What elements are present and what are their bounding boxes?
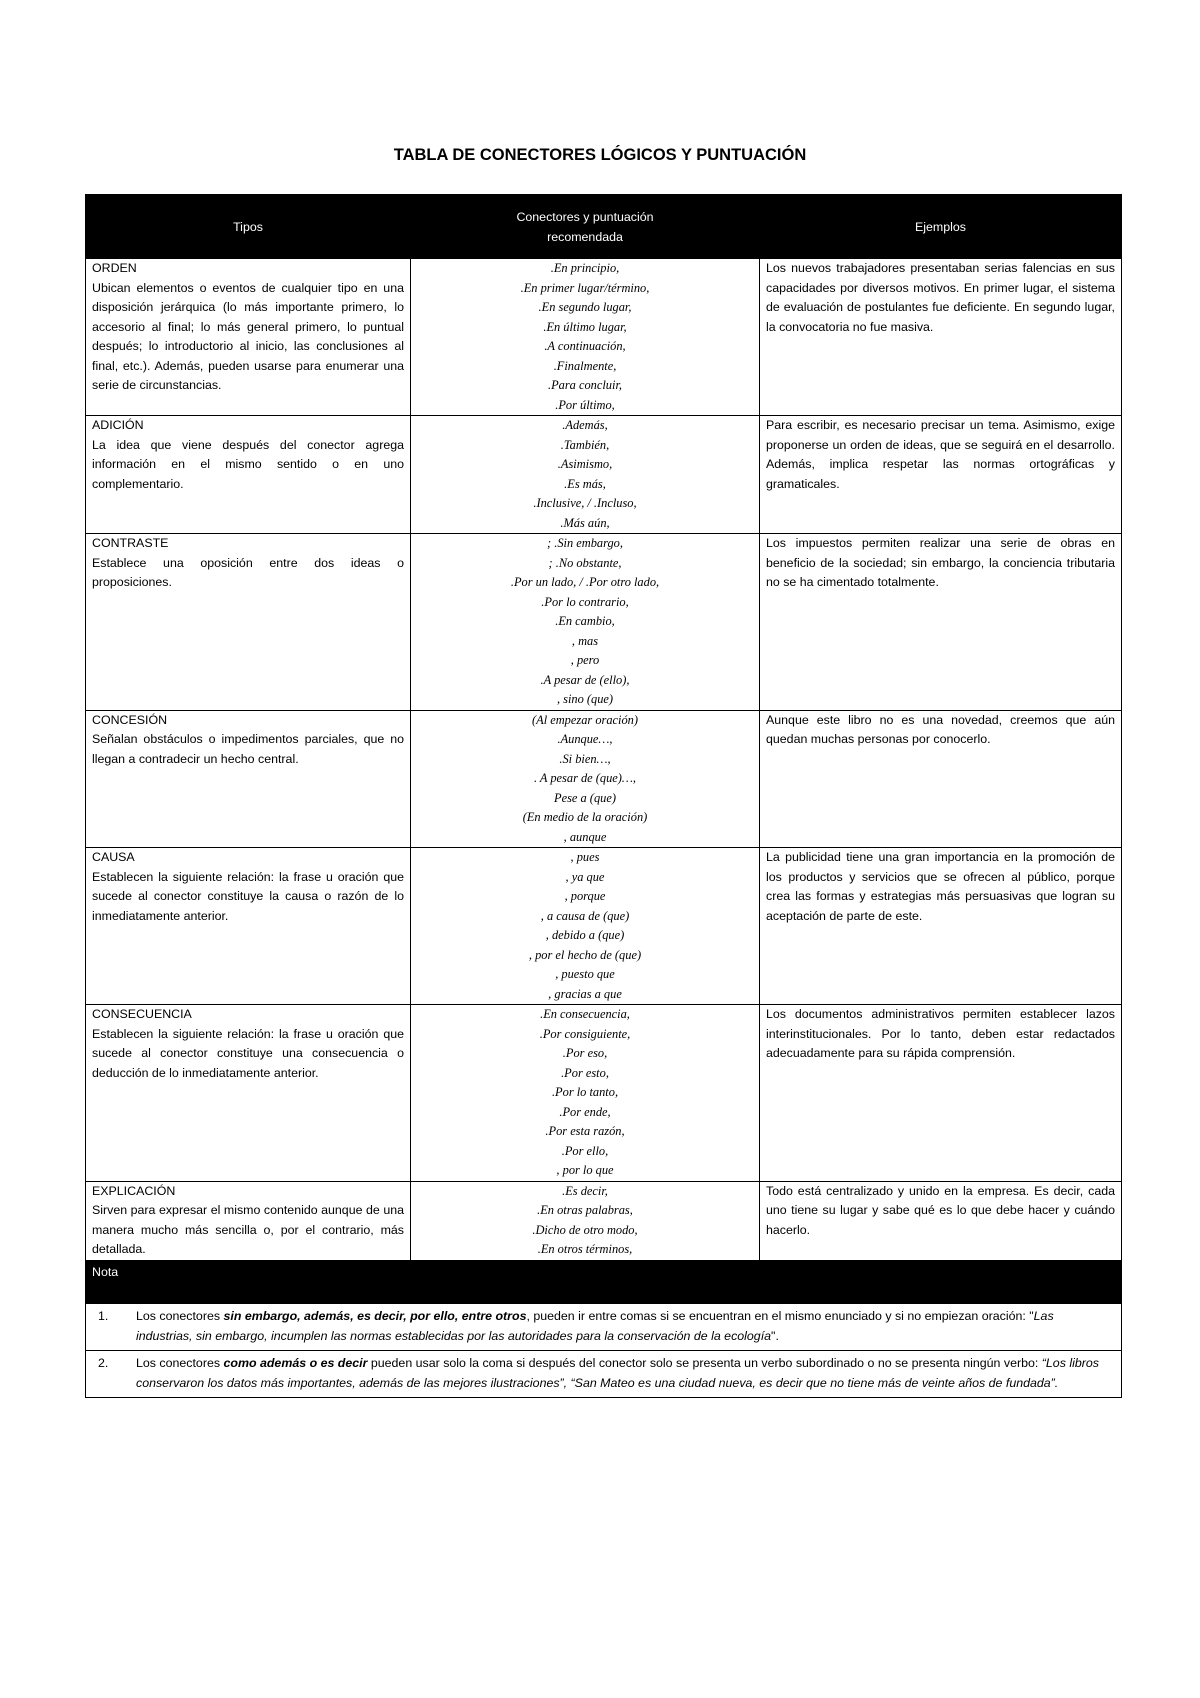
nota-text [136, 1306, 1109, 1346]
connector-item: ; .No obstante, [548, 555, 622, 570]
nota-mid: , pueden ir entre comas si se encuentran en el mismo enunciado y si no empiezan oración: " [526, 1308, 1034, 1323]
nota-number: 1. [98, 1308, 109, 1323]
connector-item: .En primer lugar/término, [520, 280, 650, 295]
connector-item: , pero [570, 653, 600, 667]
nota-label: Nota [86, 1260, 1122, 1303]
connector-item: .En otros términos, [537, 1242, 633, 1256]
connectors-cell [411, 416, 760, 534]
connector-item: .Asimismo, [557, 457, 613, 471]
connector-item: .En cambio, [555, 614, 615, 628]
connector-item: .Por lo tanto, [551, 1085, 619, 1099]
connectors-cell [411, 259, 760, 416]
connector-item: .En consecuencia, [540, 1007, 630, 1021]
connectors-table [85, 194, 1122, 1398]
connector-item: .En otras palabras, [537, 1203, 633, 1217]
header-tipos: Tipos [86, 195, 411, 259]
table-row [86, 416, 1122, 534]
nota-row-2 [86, 1350, 1122, 1397]
connector-item: , a causa de (que) [540, 908, 630, 923]
tipo-description: Establecen la siguiente relación: la frase u oración que sucede al conector constituye la causa o razón de lo inmediatamente anterior. [92, 869, 404, 923]
table-row [86, 259, 1122, 416]
header-conectores-text: Conectores y puntuación recomendada [516, 209, 654, 244]
nota-cell-2 [86, 1350, 1122, 1397]
connector-item: , mas [571, 633, 599, 648]
connector-item: . A pesar de (que)…, [533, 771, 637, 785]
connector-item: , por lo que [556, 1163, 614, 1177]
table-header-row [86, 195, 1122, 259]
nota-cell-1 [86, 1303, 1122, 1350]
connector-item: .En último lugar, [543, 319, 627, 334]
connector-item: .Por lo contrario, [541, 594, 629, 609]
example-cell: Los nuevos trabajadores presentaban serias falencias en sus capacidades por diversos motivos. En primer lugar, el sistema de evaluación de postulantes fue deficiente. En segundo lugar, la convocatoria no fue masiva. [760, 259, 1122, 416]
table-row [86, 534, 1122, 711]
header-conectores [411, 195, 760, 259]
table-row [86, 848, 1122, 1005]
example-cell: Todo está centralizado y unido en la empresa. Es decir, cada uno tiene su lugar y sabe qué es lo que debe hacer y cuándo hacerlo. [760, 1181, 1122, 1260]
nota-mid: pueden usar solo la coma si después del conector solo se presenta un verbo subordinado o no se presenta ningún verbo: [367, 1355, 1042, 1370]
connectors-cell [411, 710, 760, 848]
connector-item: .Es más, [564, 476, 606, 491]
connectors-cell [411, 534, 760, 711]
connector-item: .Por eso, [562, 1046, 608, 1060]
connectors-cell [411, 848, 760, 1005]
nota-pre: Los conectores [136, 1355, 224, 1370]
connector-item: .Dicho de otro modo, [532, 1222, 638, 1237]
connector-item: , puesto que [555, 967, 615, 981]
connector-item: .Además, [562, 418, 608, 432]
nota-item [98, 1353, 1109, 1393]
connectors-cell [411, 1005, 760, 1182]
connector-item: .Por consiguiente, [539, 1026, 631, 1041]
tipo-cell [86, 259, 411, 416]
tipo-description: Establece una oposición entre dos ideas o proposiciones. [92, 555, 404, 589]
table-body [86, 259, 1122, 1261]
connector-item: , gracias a que [548, 986, 622, 1001]
connector-item: , debido a (que) [545, 928, 625, 942]
example-cell: Para escribir, es necesario precisar un tema. Asimismo, exige proponerse un orden de ideas, que se seguirá en el desarrollo. Además, implica respetar las normas ortográficas y gramaticales. [760, 416, 1122, 534]
connector-item: .Inclusive, / .Incluso, [533, 496, 637, 510]
connector-item: .Aunque…, [557, 732, 613, 746]
tipo-description: La idea que viene después del conector agrega información en el mismo sentido o en uno complementario. [92, 437, 404, 491]
nota-post: ". [771, 1328, 779, 1343]
tipo-description: Señalan obstáculos o impedimentos parciales, que no llegan a contradecir un hecho central. [92, 732, 404, 766]
connector-item: , ya que [565, 869, 605, 884]
tipo-name: ORDEN [92, 261, 137, 275]
connector-item: .Por ende, [559, 1104, 611, 1119]
tipo-name: CONCESIÓN [92, 712, 168, 727]
nota-section [86, 1260, 1122, 1397]
tipo-cell [86, 1005, 411, 1182]
header-ejemplos: Ejemplos [760, 195, 1122, 259]
connector-item: , porque [564, 889, 606, 903]
connector-item: .Por último, [555, 397, 615, 412]
connector-item: .Por un lado, / .Por otro lado, [510, 575, 660, 589]
connector-item: .Por esta razón, [545, 1124, 625, 1138]
connector-item: .Si bien…, [559, 751, 611, 766]
tipo-description: Ubican elementos o eventos de cualquier tipo en una disposición jerárquica (lo más importante primero, lo accesorio al final; lo más general primero, lo puntual después; lo introductorio al inicio, las conclusiones al final, etc.). Además, pueden usarse para enumerar una serie de circunstancias. [92, 280, 404, 392]
connector-item: Pese a (que) [554, 790, 616, 805]
tipo-name: ADICIÓN [92, 418, 144, 432]
connector-item: .En principio, [550, 261, 620, 275]
tipo-cell [86, 710, 411, 848]
nota-text [136, 1353, 1109, 1393]
connector-item: .Finalmente, [553, 358, 617, 373]
connector-item: , por el hecho de (que) [528, 947, 642, 962]
connector-item: .También, [560, 437, 610, 452]
tipo-cell [86, 534, 411, 711]
example-cell: Los documentos administrativos permiten establecer lazos interinstitucionales. Por lo tanto, deben estar redactados adecuadamente para su rápida comprensión. [760, 1005, 1122, 1182]
connector-item: , sino (que) [556, 692, 614, 706]
connector-item: (Al empezar oración) [532, 712, 638, 727]
tipo-cell [86, 416, 411, 534]
tipo-name: CAUSA [92, 850, 135, 864]
connector-item: ; .Sin embargo, [547, 536, 623, 550]
connector-item: .Más aún, [560, 515, 610, 530]
tipo-description: Establecen la siguiente relación: la frase u oración que sucede al conector constituye una consecuencia o deducción de lo inmediatamente anterior. [92, 1026, 404, 1080]
connector-item: , pues [570, 850, 600, 864]
tipo-name: CONTRASTE [92, 536, 169, 550]
connector-item: .A pesar de (ello), [540, 672, 630, 687]
connector-item: .Por esto, [561, 1065, 609, 1080]
example-cell: Los impuestos permiten realizar una serie de obras en beneficio de la sociedad; sin embargo, la conciencia tributaria no se ha cimentado totalmente. [760, 534, 1122, 711]
nota-pre: Los conectores [136, 1308, 224, 1323]
connector-item: , aunque [563, 829, 607, 844]
nota-row-1 [86, 1303, 1122, 1350]
page-title: TABLA DE CONECTORES LÓGICOS Y PUNTUACIÓN [393, 146, 807, 164]
tipo-name: CONSECUENCIA [92, 1007, 192, 1021]
example-cell: La publicidad tiene una gran importancia en la promoción de los productos y servicios que se ofrecen al público, porque crea las formas y estrategias más persuasivas que logran su aceptación de parte de este. [760, 848, 1122, 1005]
nota-header-row [86, 1260, 1122, 1303]
connectors-cell [411, 1181, 760, 1260]
tipo-name: EXPLICACIÓN [92, 1183, 176, 1198]
connector-item: .En segundo lugar, [538, 300, 632, 314]
connector-item: .Es decir, [562, 1183, 608, 1198]
table-row [86, 710, 1122, 848]
nota-item [98, 1306, 1109, 1346]
nota-example: Las industrias, sin embargo, incumplen las normas establecidas por las autoridades para la conservación de la ecología [136, 1308, 1054, 1343]
connector-item: .A continuación, [544, 339, 626, 353]
tipo-description: Sirven para expresar el mismo contenido aunque de una manera mucho más sencilla o, por el contrario, más detallada. [92, 1203, 404, 1256]
connector-item: (En medio de la oración) [522, 810, 648, 824]
connector-item: .Para concluir, [548, 378, 622, 392]
table-row [86, 1181, 1122, 1260]
connectors-table-wrapper [85, 194, 1121, 1398]
tipo-cell [86, 1181, 411, 1260]
example-cell: Aunque este libro no es una novedad, creemos que aún quedan muchas personas por conocerlo. [760, 710, 1122, 848]
tipo-cell [86, 848, 411, 1005]
nota-number: 2. [98, 1355, 109, 1370]
nota-terms: sin embargo, además, es decir, por ello, entre otros [223, 1308, 527, 1323]
nota-terms: como además o es decir [223, 1355, 368, 1370]
connector-item: .Por ello, [561, 1143, 609, 1158]
table-row [86, 1005, 1122, 1182]
nota-example: “Los libros conservaron los datos más importantes, además de las mejores ilustraciones”, “San Mateo es una ciudad nueva, es decir que no tiene más de veinte años de fundada”. [136, 1355, 1099, 1390]
